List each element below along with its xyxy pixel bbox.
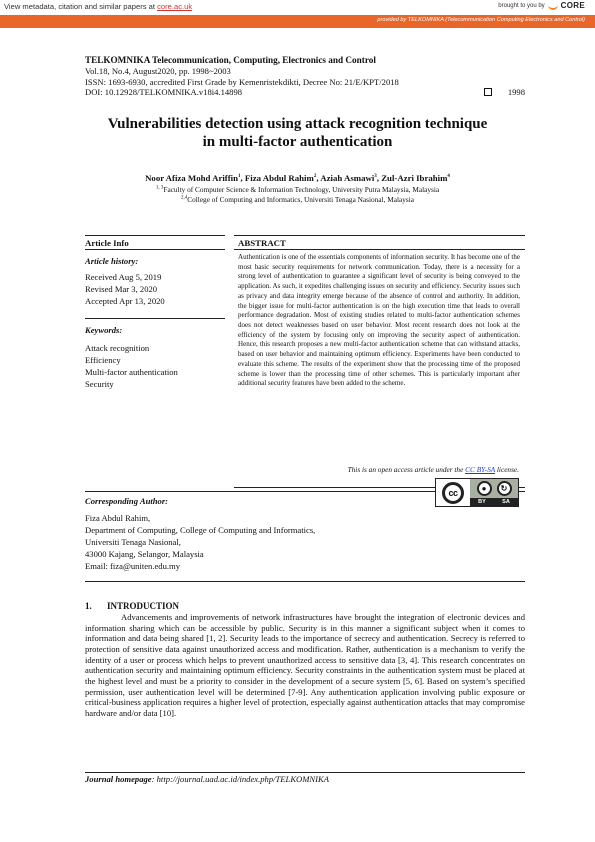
doi-line: DOI: 10.12928/TELKOMNIKA.v18i4.14898: [85, 87, 243, 98]
cc-by-sa-badge[interactable]: [435, 478, 519, 507]
corresponding-details: [85, 512, 315, 572]
section-number: 1.: [85, 601, 92, 611]
license-suffix: license.: [495, 465, 519, 474]
author-1: Noor Afiza Mohd Ariffin: [145, 173, 238, 183]
abstract-head-rule: [234, 249, 525, 250]
keyword-item: Attack recognition: [85, 343, 150, 353]
author-3: Aziah Asmawi: [320, 173, 375, 183]
keyword-item: Efficiency: [85, 355, 121, 365]
affiliation-1-sup: 1, 3: [155, 185, 164, 191]
cc-terms-area: [470, 479, 518, 506]
journal-homepage-footer: [85, 774, 329, 784]
corr-name: Fiza Abdul Rahim,: [85, 513, 151, 523]
author-3-sup: 3: [374, 174, 377, 180]
keywords-list: [85, 342, 178, 390]
author-3-sep: ,: [376, 173, 382, 183]
history-revised: Revised Mar 3, 2020: [85, 284, 158, 294]
provided-by-link[interactable]: provided by TELKOMNIKA (Telecommunication Computing Electronics and Control): [377, 17, 585, 23]
title-line-1: Vulnerabilities detection using attack recognition technique: [107, 116, 488, 132]
by-label: BY: [478, 499, 486, 505]
license-line: [238, 465, 519, 474]
article-info-head-rule: [85, 249, 225, 250]
core-banner: [0, 0, 595, 28]
page-number: 1998: [507, 87, 525, 98]
abstract-text: Authentication is one of the essentials components of information security. It has become one of the most basic security requirements for network communication. Today, there is a necessity for a strong level of authentication to guarantee a significant level of security is being conveyed to the application. As such, it expedites challenging issues on security and efficiency. Security issues such as privacy and data integrity emerge because of the absence of control and authority. In addition, the bigger issue for multi-factor authentication is on the high execution time that leads to overall performance degradation. Most of existing studies related to multi-factor authentication schemes does not detect weaknesses based on user behavior. Most recent research does not look at the efficiency of the system by focusing only on improving the security aspect of authentication. Hence, this research proposes a new multi-factor authentication scheme that can withstand attacks, based on user behavior and maintaining optimum efficiency. Experiments have been conducted to evaluate this scheme. The results of the experiment show that the processing time of the proposed scheme is lower than the processing time of other schemes. This is particularly important after additional security features have been added to the scheme.: [238, 253, 520, 388]
corr-university: Universiti Tenaga Nasional,: [85, 537, 181, 547]
affiliation-2-text: College of Computing and Informatics, Universiti Tenaga Nasional, Malaysia: [187, 195, 414, 204]
cc-logo-area: [436, 479, 470, 506]
core-link-prefix: View metadata, citation and similar papers at: [4, 2, 158, 11]
footer-url[interactable]: : http://journal.uad.ac.id/index.php/TELKOMNIKA: [151, 774, 329, 784]
journal-name: TELKOMNIKA Telecommunication, Computing, Electronics and Control: [85, 55, 376, 65]
affiliation-2-sup: 2,4: [181, 195, 188, 201]
journal-header: [85, 55, 525, 98]
author-list: [60, 173, 535, 183]
square-bullet-icon: [484, 88, 492, 96]
history-list: [85, 271, 165, 307]
core-brand[interactable]: [498, 1, 585, 10]
affiliation-1-text: Faculty of Computer Science & Information Technology, University Putra Malaysia, Malaysia: [163, 185, 440, 194]
cc-icon: cc: [442, 482, 464, 504]
license-link[interactable]: CC BY-SA: [465, 465, 496, 474]
author-2: Fiza Abdul Rahim: [244, 173, 314, 183]
paper-title: [60, 116, 535, 151]
footer-label: Journal homepage: [85, 774, 152, 784]
keyword-item: Multi-factor authentication: [85, 367, 178, 377]
footer-rule: [85, 772, 525, 773]
issn-line: ISSN: 1693-6930, accredited First Grade by Kemenristekdikti, Decree No: 21/E/KPT/2018: [85, 76, 399, 87]
author-4: Zul-Azri Ibrahim: [381, 173, 448, 183]
corr-department: Department of Computing, College of Computing and Informatics,: [85, 525, 316, 535]
author-2-sep: ,: [316, 173, 321, 183]
abstract-heading: ABSTRACT: [238, 238, 286, 248]
history-bottom-rule: [85, 318, 225, 319]
license-prefix: This is an open access article under the: [347, 465, 466, 474]
author-4-sup: 4: [447, 174, 450, 180]
corresponding-heading: Corresponding Author:: [85, 496, 169, 506]
corr-address: 43000 Kajang, Selangor, Malaysia: [85, 549, 204, 559]
core-logo-text: CORE: [560, 1, 585, 10]
share-alike-icon: ↻: [497, 481, 512, 496]
author-1-sep: ,: [240, 173, 245, 183]
history-accepted: Accepted Apr 13, 2020: [85, 296, 165, 306]
introduction-heading: [85, 601, 179, 611]
core-link-host[interactable]: core.ac.uk: [157, 2, 193, 11]
history-heading: Article history:: [85, 256, 139, 266]
core-logo-icon: [548, 2, 558, 10]
page-number-group: [484, 87, 525, 98]
author-2-sup: 2: [313, 174, 317, 180]
doi-line-row: [85, 87, 525, 98]
author-1-sup: 1: [238, 174, 241, 180]
core-metadata-link[interactable]: [4, 2, 192, 11]
history-received: Received Aug 5, 2019: [85, 272, 162, 282]
article-info-heading: Article Info: [85, 238, 129, 248]
title-line-2: in multi-factor authentication: [202, 133, 393, 150]
article-info-top-rule: [85, 235, 225, 236]
abstract-top-rule: [234, 235, 525, 236]
cc-term-icons: [470, 479, 518, 498]
corresponding-bottom-rule: [85, 581, 525, 582]
volume-line: Vol.18, No.4, August2020, pp. 1998~2003: [85, 66, 231, 76]
affiliation-2: [60, 195, 535, 205]
section-title: INTRODUCTION: [107, 601, 180, 611]
keyword-item: Security: [85, 379, 114, 389]
corr-email: Email: fiza@uniten.edu.my: [85, 561, 181, 571]
introduction-text: Advancements and improvements of network infrastructures have brought the integration of electronic devices and information sharing which can be accessible by public. Security is in this manner a significant subject when it comes to information and data being shared [1, 2]. Security leads to the importance of secrecy and authentication. Secrecy is referred to protection of sensitive data against unauthorized access and modification. Rather, authentication is a mechanism to verify the identity of a user or process which helps to prevent unauthorized access to sensitive data [3, 4]. This research concentrates on authentication security and maintaining optimum efficiency. Security constraints in the authentication system must be placed at the highest level and must be a priority to consider in the development of a secure system [5, 6]. Based on system’s specified permission, user authentication level will be determined [7-9]. Any authentication application involving public exposure or critical-business application requires a higher level of protection, especially against authentication attacks that may compromise hardware and/or data [10].: [85, 612, 525, 718]
keywords-heading: Keywords:: [85, 325, 123, 335]
affiliation-1: [60, 185, 535, 195]
attribution-icon: ●: [477, 481, 492, 496]
brought-by-text: brought to you by: [498, 2, 545, 9]
cc-term-labels: [470, 498, 518, 506]
sa-label: SA: [502, 499, 510, 505]
